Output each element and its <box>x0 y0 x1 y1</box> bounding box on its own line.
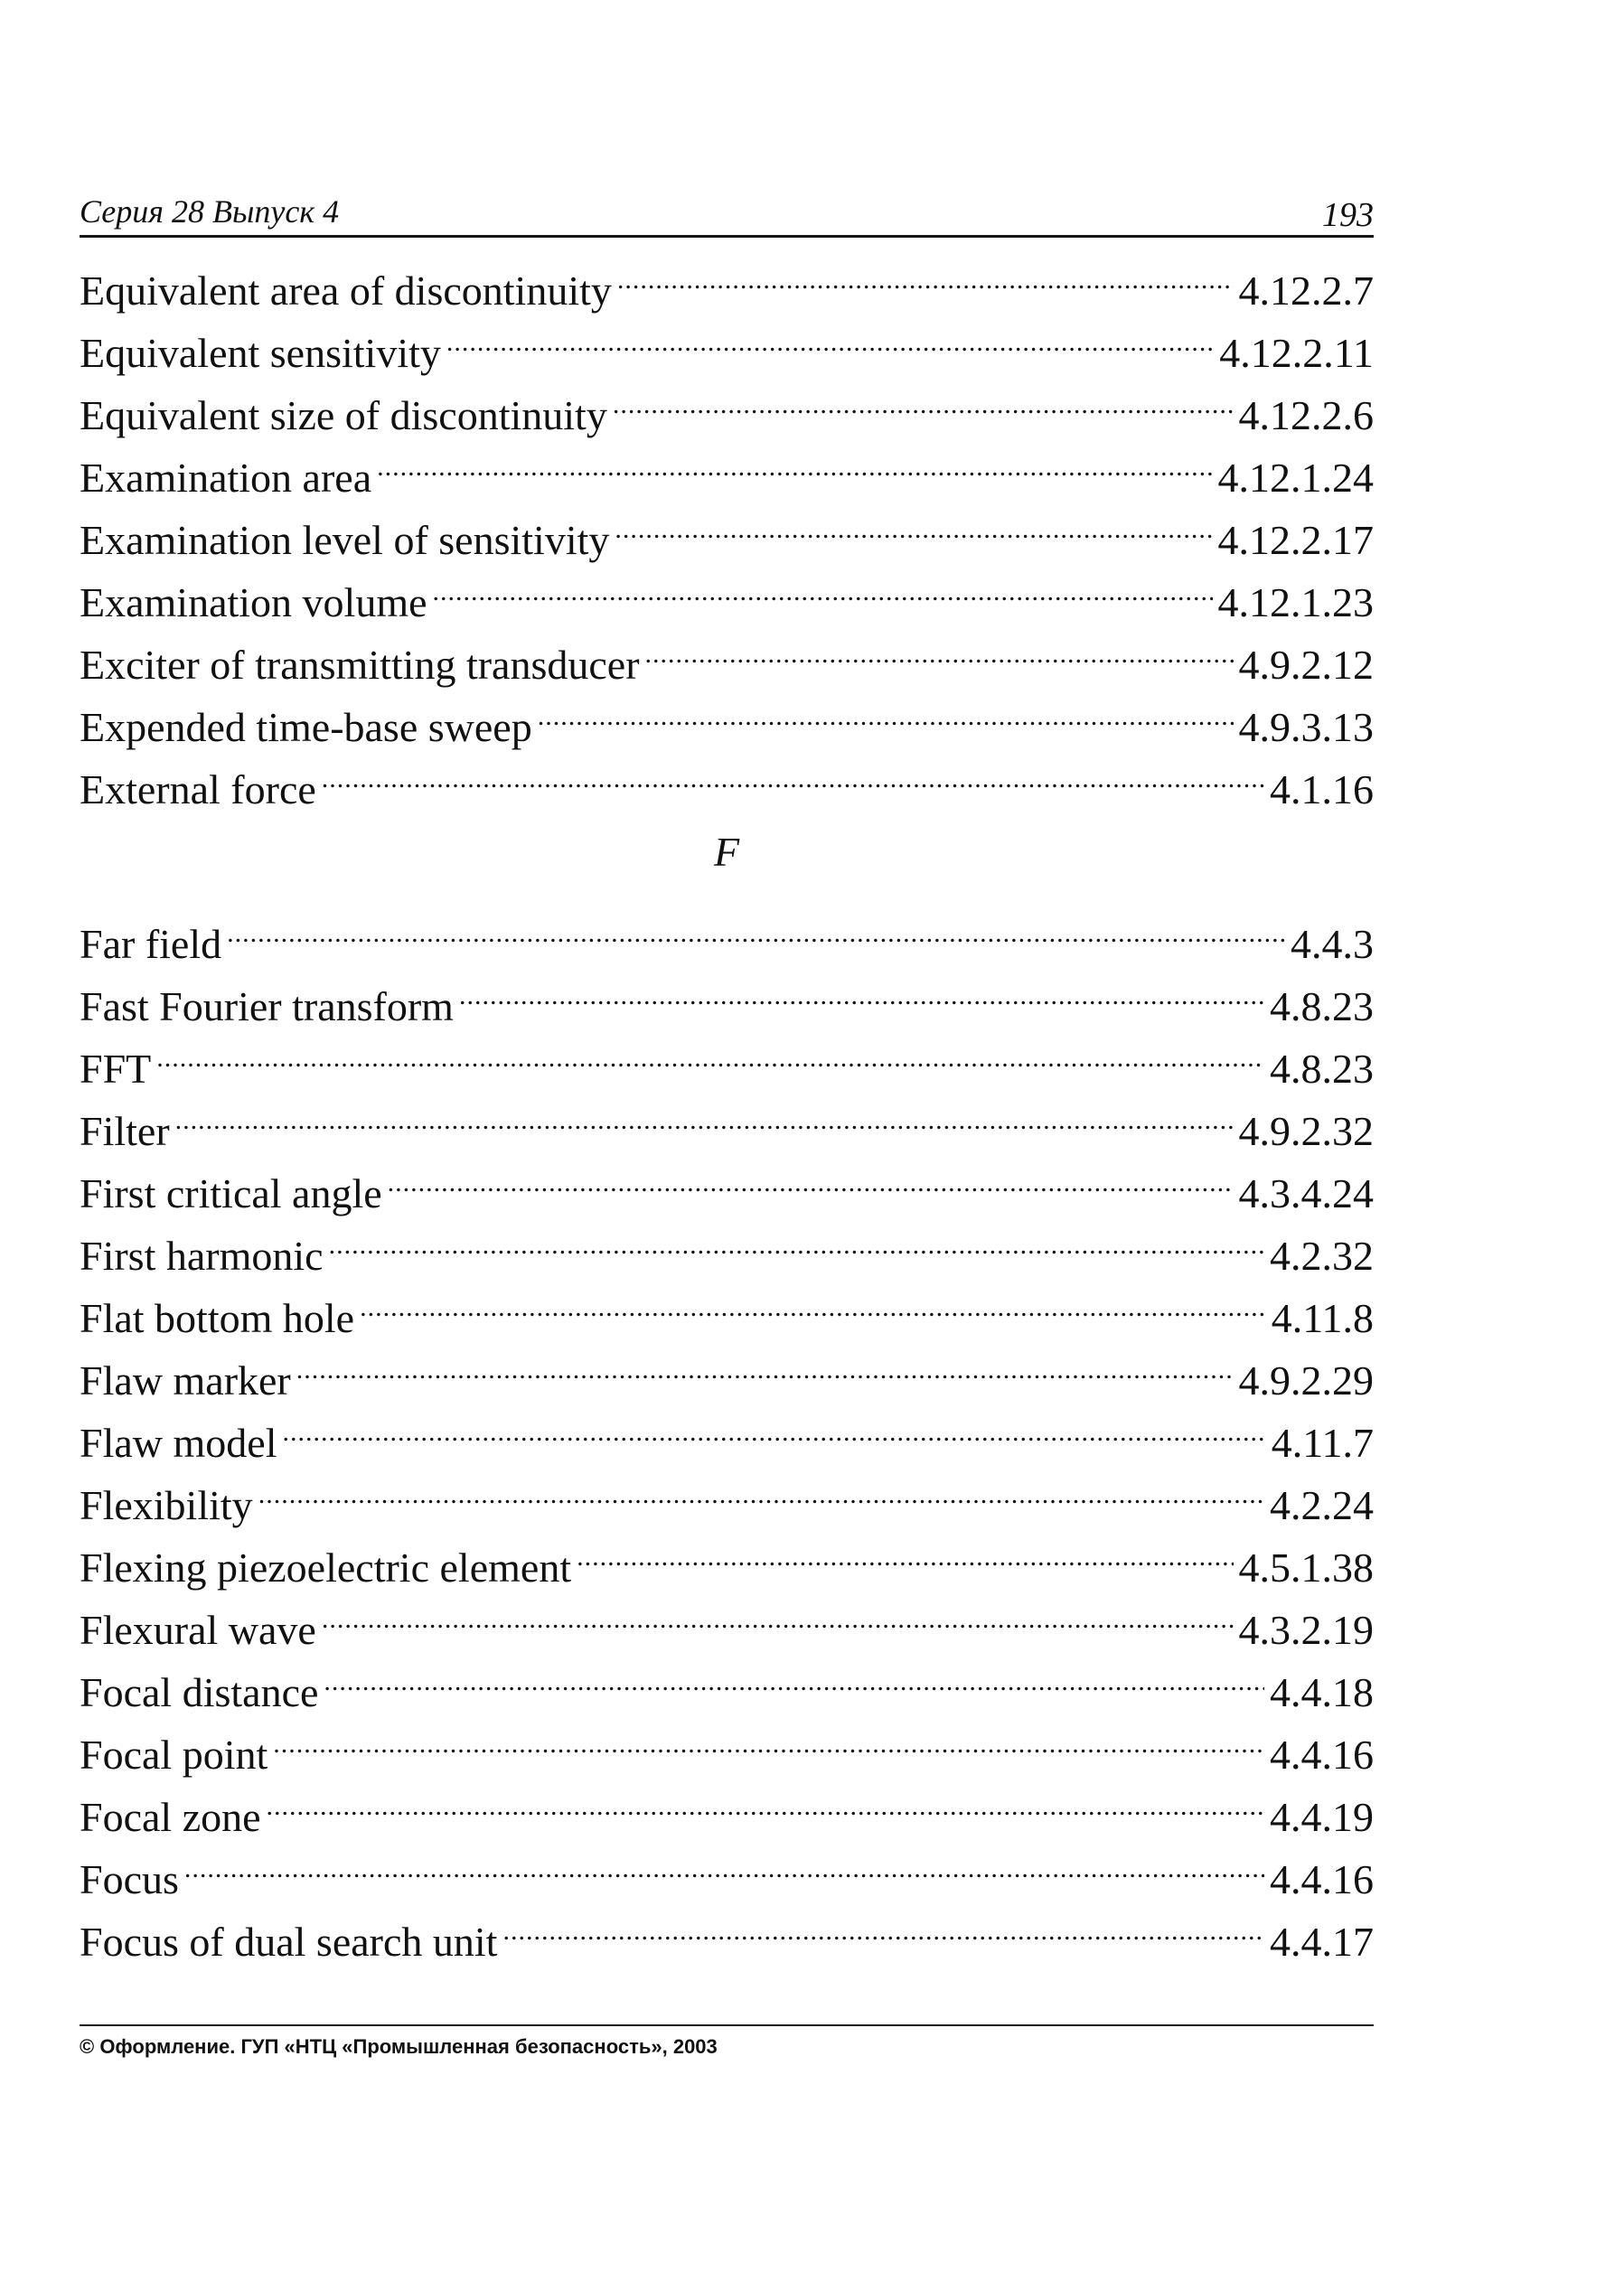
entry-ref: 4.12.1.24 <box>1217 455 1374 501</box>
index-page <box>80 0 1374 2291</box>
entry-term: Focus of dual search unit <box>80 1919 498 1965</box>
dot-leader <box>459 966 1264 1020</box>
index-entry <box>80 1278 1374 1341</box>
dot-leader <box>322 749 1264 803</box>
index-entry <box>80 1777 1374 1840</box>
entry-ref: 4.4.17 <box>1270 1919 1374 1965</box>
entry-ref: 4.12.2.11 <box>1219 330 1374 376</box>
entry-term: Flat bottom hole <box>80 1295 355 1341</box>
entry-ref: 4.2.24 <box>1270 1482 1374 1528</box>
index-entry <box>80 624 1374 688</box>
entry-ref: 4.1.16 <box>1270 766 1374 812</box>
index-entry <box>80 1403 1374 1466</box>
entry-ref: 4.4.19 <box>1270 1794 1374 1840</box>
index-entry <box>80 1028 1374 1092</box>
dot-leader <box>322 1590 1234 1644</box>
entry-term: Focal distance <box>80 1669 319 1715</box>
index-entry <box>80 1465 1374 1528</box>
dot-leader <box>388 1153 1234 1207</box>
entry-term: Flaw marker <box>80 1357 291 1404</box>
entry-ref: 4.9.2.29 <box>1238 1357 1374 1404</box>
entry-term: Flexibility <box>80 1482 253 1528</box>
index-entry <box>80 904 1374 967</box>
index-entry <box>80 1652 1374 1715</box>
dot-leader <box>613 375 1234 429</box>
dot-leader <box>433 562 1213 616</box>
dot-leader <box>502 1901 1264 1956</box>
entry-term: Filter <box>80 1108 170 1154</box>
dot-leader <box>175 1091 1234 1145</box>
entry-ref: 4.8.23 <box>1270 1046 1374 1092</box>
entry-ref: 4.11.7 <box>1271 1420 1374 1466</box>
dot-leader <box>377 437 1212 492</box>
index-entry <box>80 250 1374 314</box>
entry-ref: 4.11.8 <box>1271 1295 1374 1341</box>
entry-term: Focus <box>80 1856 179 1902</box>
entry-term: Fast Fourier transform <box>80 983 454 1029</box>
index-entry <box>80 562 1374 625</box>
entry-ref: 4.4.18 <box>1270 1669 1374 1715</box>
section-letter: F <box>713 829 740 875</box>
entry-ref: 4.9.2.12 <box>1238 642 1374 688</box>
index-entry <box>80 1153 1374 1216</box>
index-entry <box>80 1901 1374 1965</box>
entry-ref: 4.9.3.13 <box>1238 704 1374 750</box>
dot-leader <box>446 313 1214 367</box>
entry-ref: 4.2.32 <box>1270 1233 1374 1279</box>
index-entry <box>80 437 1374 501</box>
entry-term: Flaw model <box>80 1420 277 1466</box>
index-entry <box>80 1216 1374 1279</box>
entry-term: Equivalent sensitivity <box>80 330 441 376</box>
entry-term: First harmonic <box>80 1233 324 1279</box>
dot-leader <box>184 1839 1264 1893</box>
dot-leader <box>324 1652 1264 1706</box>
entry-term: Equivalent size of discontinuity <box>80 392 607 438</box>
entry-term: Focal zone <box>80 1794 261 1840</box>
index-entry <box>80 1714 1374 1778</box>
entry-ref: 4.12.1.23 <box>1217 579 1374 625</box>
entry-ref: 4.5.1.38 <box>1238 1545 1374 1591</box>
entry-term: External force <box>80 766 316 812</box>
index-entry <box>80 375 1374 438</box>
index-entry <box>80 1527 1374 1591</box>
index-entry <box>80 313 1374 376</box>
dot-leader <box>360 1278 1266 1332</box>
dot-leader <box>329 1216 1264 1270</box>
index-entry <box>80 500 1374 563</box>
index-entry <box>80 1091 1374 1154</box>
entry-term: First critical angle <box>80 1170 382 1216</box>
dot-leader <box>615 500 1212 554</box>
entry-term: Exciter of transmitting transducer <box>80 642 640 688</box>
dot-leader <box>296 1340 1234 1394</box>
entry-term: Focal point <box>80 1732 268 1778</box>
entry-term: Flexural wave <box>80 1607 316 1653</box>
dot-leader <box>645 624 1234 679</box>
dot-leader <box>577 1527 1233 1582</box>
index-entry <box>80 687 1374 750</box>
dot-leader <box>617 250 1234 305</box>
dot-leader <box>282 1403 1265 1457</box>
dot-leader <box>227 904 1285 958</box>
entry-term: Examination level of sensitivity <box>80 517 610 563</box>
entry-ref: 4.4.3 <box>1291 921 1374 967</box>
entry-ref: 4.12.2.17 <box>1217 517 1374 563</box>
entry-ref: 4.12.2.6 <box>1238 392 1374 438</box>
entry-ref: 4.4.16 <box>1270 1856 1374 1902</box>
entry-ref: 4.3.4.24 <box>1238 1170 1374 1216</box>
entry-term: FFT <box>80 1046 152 1092</box>
dot-leader <box>258 1465 1264 1519</box>
entry-term: Equivalent area of discontinuity <box>80 268 612 314</box>
entry-ref: 4.12.2.7 <box>1238 268 1374 314</box>
entry-ref: 4.3.2.19 <box>1238 1607 1374 1653</box>
dot-leader <box>267 1777 1264 1831</box>
index-entry <box>80 966 1374 1029</box>
entry-ref: 4.4.16 <box>1270 1732 1374 1778</box>
entry-term: Examination area <box>80 455 372 501</box>
copyright-notice: © Оформление. ГУП «НТЦ «Промышленная безопасность», 2003 <box>80 2035 718 2058</box>
entry-ref: 4.9.2.32 <box>1238 1108 1374 1154</box>
dot-leader <box>538 687 1234 741</box>
dot-leader <box>156 1028 1264 1083</box>
footer-rule <box>80 2024 1374 2026</box>
entry-ref: 4.8.23 <box>1270 983 1374 1029</box>
index-entry <box>80 1590 1374 1653</box>
dot-leader <box>273 1714 1264 1769</box>
entry-term: Examination volume <box>80 579 427 625</box>
running-head <box>80 192 1374 238</box>
series-label: Серия 28 Выпуск 4 <box>80 193 340 230</box>
page-number: 193 <box>1322 196 1374 234</box>
entry-term: Expended time-base sweep <box>80 704 532 750</box>
index-entry <box>80 1839 1374 1902</box>
index-entry <box>80 1340 1374 1404</box>
entry-term: Flexing piezoelectric element <box>80 1545 572 1591</box>
entry-term: Far field <box>80 921 222 967</box>
index-entry <box>80 749 1374 812</box>
